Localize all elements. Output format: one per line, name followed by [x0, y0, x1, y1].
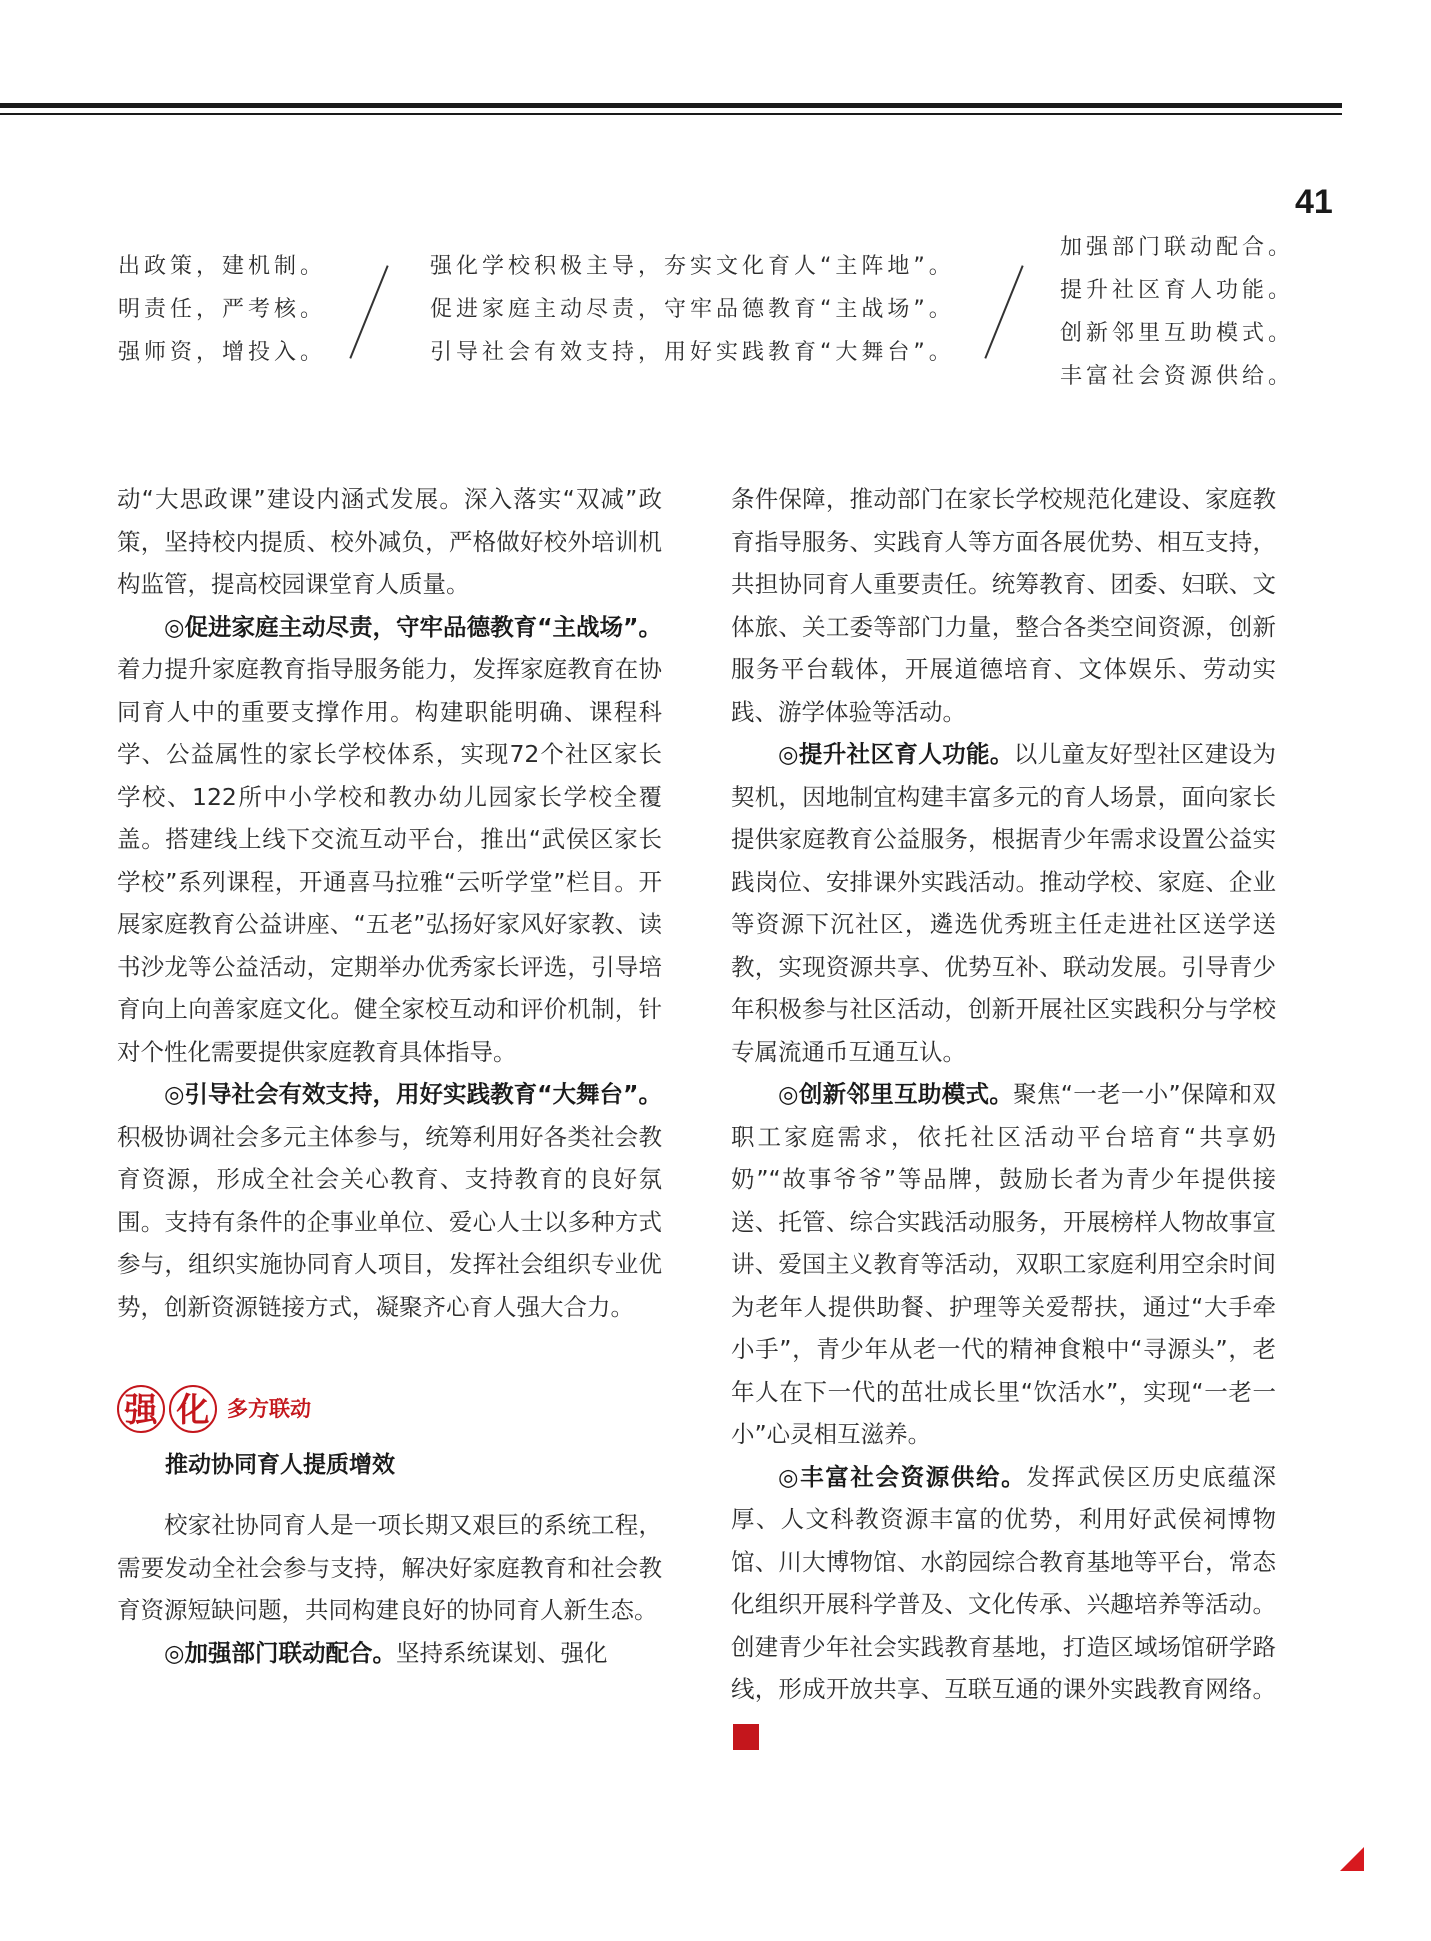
summary-line: 明责任，严考核。 [118, 297, 327, 322]
paragraph-lead: ◎加强部门联动配合。 [164, 1638, 397, 1667]
paragraph-lead: ◎提升社区育人功能。 [778, 740, 1014, 768]
paragraph-body: 聚焦“一老一小”保障和双职工家庭需求，依托社区活动平台培育“共享奶奶”“故事爷爷”等品牌，鼓励长者为青少年提供接送、托管、综合实践活动服务，开展榜样人物故事宣讲、爱国主义教育等活动，双职工家庭利用空余时间为老年人提供助餐、护理等关爱帮扶，通过“大手牵小手”，青少年从老一代的精神食粮中“寻源头”，老年人在下一代的茁壮成长里“饮活水”，实现“一老一小”心灵相互滋养。 [731, 1080, 1276, 1448]
summary-group-2 [430, 245, 955, 374]
section-title: 推动协同育人提质增效 [165, 1452, 395, 1478]
summary-divider [349, 265, 388, 358]
summary-line: 强师资，增投入。 [118, 340, 327, 365]
paragraph [117, 606, 662, 1074]
summary-group-3 [1060, 226, 1294, 398]
page-number: 41 [1295, 183, 1333, 221]
paragraph-lead: ◎促进家庭主动尽责，守牢品德教育“主战场”。 [164, 612, 662, 641]
summary-line: 提升社区育人功能。 [1060, 278, 1295, 303]
summary-line: 强化学校积极主导，夯实文化育人“主阵地”。 [430, 254, 955, 279]
summary-line: 加强部门联动配合。 [1060, 235, 1295, 260]
summary-divider [984, 265, 1023, 358]
paragraph-body: 发挥武侯区历史底蕴深厚、人文科教资源丰富的优势，利用好武侯祠博物馆、川大博物馆、水韵园综合教育基地等平台，常态化组织开展科学普及、文化传承、兴趣培养等活动。创建青少年社会实践教育基地，打造区域场馆研学路线，形成开放共享、互联互通的课外实践教育网络。 [731, 1462, 1276, 1703]
paragraph-lead: ◎创新邻里互助模式。 [778, 1080, 1014, 1108]
summary-line: 引导社会有效支持，用好实践教育“大舞台”。 [430, 340, 955, 365]
header-rule-thin [0, 113, 1342, 115]
corner-triangle-icon [1340, 1847, 1364, 1871]
paragraph-body: 着力提升家庭教育指导服务能力，发挥家庭教育在协同育人中的重要支撑作用。构建职能明确、课程科学、公益属性的家长学校体系，实现72个社区家长学校、122所中小学校和教办幼儿园家长学校全覆盖。搭建线上线下交流互动平台，推出“武侯区家长学校”系列课程，开通喜马拉雅“云听学堂”栏目。开展家庭教育公益讲座、“五老”弘扬好家风好家教、读书沙龙等公益活动，定期举办优秀家长评选，引导培育向上向善家庭文化。健全家校互动和评价机制，针对个性化需要提供家庭教育具体指导。 [117, 655, 662, 1066]
paragraph-body: 坚持系统谋划、强化 [396, 1638, 608, 1667]
paragraph: 动“大思政课”建设内涵式发展。深入落实“双减”政策，坚持校内提质、校外减负，严格做好校外培训机构监管，提高校园课堂育人质量。 [117, 485, 662, 598]
paragraph [117, 1073, 662, 1328]
paragraph-body: 积极协调社会多元主体参与，统筹利用好各类社会教育资源，形成全社会关心教育、支持教育的良好氛围。支持有条件的企事业单位、爱心人士以多种方式参与，组织实施协同育人项目，发挥社会组织专业优势，创新资源链接方式，凝聚齐心育人强大合力。 [117, 1122, 662, 1321]
left-column [117, 478, 662, 1674]
summary-line: 出政策，建机制。 [118, 254, 327, 279]
paragraph [731, 733, 1276, 1073]
paragraph: 校家社协同育人是一项长期又艰巨的系统工程，需要发动全社会参与支持，解决好家庭教育和社会教育资源短缺问题，共同构建良好的协同育人新生态。 [117, 1511, 662, 1624]
paragraph-lead: ◎丰富社会资源供给。 [778, 1462, 1027, 1491]
paragraph: 条件保障，推动部门在家长学校规范化建设、家庭教育指导服务、实践育人等方面各展优势、相互支持，共担协同育人重要责任。统筹教育、团委、妇联、文体旅、关工委等部门力量，整合各类空间资源，创新服务平台载体，开展道德培育、文体娱乐、劳动实践、游学体验等活动。 [731, 485, 1276, 726]
paragraph [117, 1632, 662, 1675]
section-heading [117, 1378, 662, 1440]
summary-line: 创新邻里互助模式。 [1060, 321, 1295, 346]
summary-line: 促进家庭主动尽责，守牢品德教育“主战场”。 [430, 297, 955, 322]
right-column [731, 478, 1276, 1753]
paragraph [731, 1456, 1276, 1754]
section-char-circle: 强 [117, 1385, 165, 1433]
paragraph-lead: ◎引导社会有效支持，用好实践教育“大舞台”。 [164, 1080, 662, 1108]
section-char-circle: 化 [169, 1385, 217, 1433]
paragraph-body: 以儿童友好型社区建设为契机，因地制宜构建丰富多元的育人场景，面向家长提供家庭教育公益服务，根据青少年需求设置公益实践岗位、安排课外实践活动。推动学校、家庭、企业等资源下沉社区，遴选优秀班主任走进社区送学送教，实现资源共享、优势互补、联动发展。引导青少年积极参与社区活动，创新开展社区实践积分与学校专属流通币互通互认。 [731, 740, 1276, 1066]
summary-line: 丰富社会资源供给。 [1060, 364, 1295, 389]
section-subtitle: 多方联动 [227, 1395, 311, 1421]
header-rule-thick [0, 103, 1342, 108]
end-mark-icon: 天 [733, 1724, 759, 1750]
summary-group-1 [118, 245, 326, 374]
paragraph [731, 1073, 1276, 1456]
